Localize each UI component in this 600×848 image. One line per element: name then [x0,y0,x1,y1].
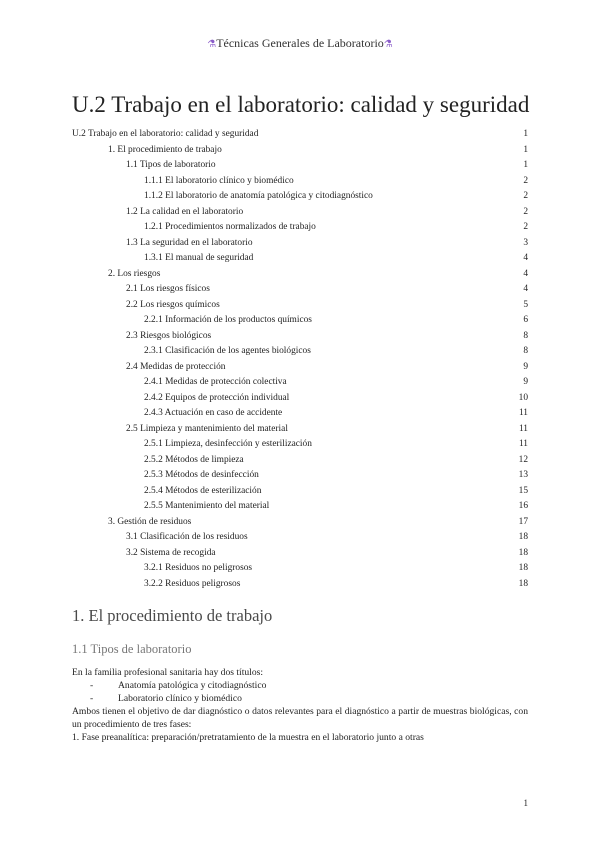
toc-entry-label: 2.3.1 Clasificación de los agentes biológicos [144,346,311,356]
toc-entry-label: 2.2.1 Información de los productos químicos [144,315,312,325]
toc-entry[interactable] [72,267,528,283]
toc-entry-label: 2.5.2 Métodos de limpieza [144,454,244,465]
toc-entry-page: 11 [518,423,528,434]
toc-entry[interactable] [72,360,528,376]
toc-entry-page: 2 [523,191,528,201]
toc-entry-label: 3.1 Clasificación de los residuos [126,532,248,542]
toc-entry-label: 2.5 Limpieza y mantenimiento del material [126,423,288,434]
toc-entry-label: 2.5.3 Métodos de desinfección [144,470,259,480]
toc-entry[interactable] [72,484,528,500]
toc-entry[interactable] [72,437,528,453]
toc-entry-page: 12 [518,454,528,465]
toc-entry-label: 2.5.4 Métodos de esterilización [144,485,262,496]
toc-entry-page: 1 [523,129,528,139]
toc-entry-page: 4 [523,268,528,279]
toc-entry[interactable] [72,205,528,221]
toc-entry[interactable] [72,515,528,531]
toc-entry-page: 6 [523,315,528,325]
toc-entry[interactable] [72,282,528,298]
toc-entry-page: 8 [523,330,528,341]
toc-entry[interactable] [72,468,528,484]
toc-entry-page: 1 [523,160,528,170]
toc-entry[interactable] [72,158,528,174]
toc-entry-page: 15 [518,485,528,496]
toc-entry[interactable] [72,406,528,422]
toc-entry[interactable] [72,189,528,205]
toc-entry[interactable] [72,546,528,562]
list-item: - Laboratorio clínico y biomédico [90,693,242,704]
toc-entry[interactable] [72,174,528,190]
toc-entry[interactable] [72,220,528,236]
toc-entry-label: 1.2 La calidad en el laboratorio [126,206,244,217]
toc-entry-page: 1 [523,144,528,155]
toc-entry[interactable] [72,577,528,593]
toc-entry-label: 3.2.2 Residuos peligrosos [144,578,241,589]
toc-entry[interactable] [72,391,528,407]
table-of-contents [72,127,528,592]
toc-entry-page: 18 [518,563,528,573]
toc-entry[interactable] [72,251,528,267]
toc-entry-page: 3 [523,237,528,248]
toc-entry-page: 4 [523,253,528,263]
toc-entry[interactable] [72,453,528,469]
toc-entry-label: 2.1 Los riesgos físicos [126,284,210,294]
header-title: Técnicas Generales de Laboratorio [216,36,384,50]
toc-entry-label: 1.1.2 El laboratorio de anatomía patológica y citodiagnóstico [144,191,373,201]
toc-entry[interactable] [72,236,528,252]
body-text [72,666,528,744]
toc-entry-page: 18 [518,532,528,542]
toc-entry-label: 1.3 La seguridad en el laboratorio [126,237,253,248]
toc-entry-page: 11 [518,439,528,449]
toc-entry[interactable] [72,143,528,159]
page-header [0,36,600,51]
section-heading: 1. El procedimiento de trabajo [72,606,273,625]
toc-entry-label: 2.5.5 Mantenimiento del material [144,501,270,511]
toc-entry-label: 3.2.1 Residuos no peligrosos [144,563,253,573]
toc-entry[interactable] [72,530,528,546]
toc-entry[interactable] [72,561,528,577]
toc-entry-label: 2.4 Medidas de protección [126,361,226,372]
toc-entry-label: 1.1 Tipos de laboratorio [126,160,216,170]
toc-entry[interactable] [72,422,528,438]
toc-entry[interactable] [72,329,528,345]
phase-paragraph: 1. Fase preanalítica: preparación/pretratamiento de la muestra en el laboratorio junto a otras [72,732,424,743]
toc-entry-page: 18 [518,578,528,589]
toc-entry-page: 2 [523,222,528,232]
toc-entry-page: 9 [523,361,528,372]
toc-entry-label: 2.4.2 Equipos de protección individual [144,392,290,403]
toc-entry-page: 10 [518,392,528,403]
intro-paragraph: En la familia profesional sanitaria hay dos títulos: [72,667,264,678]
toc-entry[interactable] [72,298,528,314]
toc-entry-label: 2.3 Riesgos biológicos [126,330,212,341]
toc-entry-label: 1.2.1 Procedimientos normalizados de trabajo [144,222,316,232]
toc-entry[interactable] [72,313,528,329]
document-title: U.2 Trabajo en el laboratorio: calidad y seguridad [72,92,530,117]
toc-entry-page: 16 [518,501,528,511]
toc-entry-page: 13 [518,470,528,480]
toc-entry-label: 2.4.1 Medidas de protección colectiva [144,377,287,387]
description-paragraph: Ambos tienen el objetivo de dar diagnóstico o datos relevantes para el diagnóstico a partir de muestras biológicas, con un procedimiento de tres fases: [72,706,528,730]
toc-entry-label: U.2 Trabajo en el laboratorio: calidad y seguridad [72,129,259,139]
subsection-heading: 1.1 Tipos de laboratorio [72,642,192,656]
toc-entry-label: 2.4.3 Actuación en caso de accidente [144,408,283,418]
toc-entry-page: 4 [523,284,528,294]
toc-entry-label: 2.2 Los riesgos químicos [126,299,220,310]
toc-entry-label: 1. El procedimiento de trabajo [108,144,222,155]
toc-entry-label: 1.1.1 El laboratorio clínico y biomédico [144,175,294,186]
page-number: 1 [523,798,528,808]
list-item: - Anatomía patológica y citodiagnóstico [90,680,267,691]
toc-entry-label: 3. Gestión de residuos [108,516,192,527]
toc-entry-page: 8 [523,346,528,356]
toc-entry-page: 11 [518,408,528,418]
toc-entry-label: 1.3.1 El manual de seguridad [144,253,254,263]
flask-icon: ⚗ [207,39,217,50]
toc-entry-label: 2. Los riesgos [108,268,161,279]
toc-entry[interactable] [72,499,528,515]
toc-entry-page: 9 [523,377,528,387]
toc-entry-label: 3.2 Sistema de recogida [126,547,216,558]
toc-entry-page: 2 [523,206,528,217]
toc-entry-label: 2.5.1 Limpieza, desinfección y esterilización [144,439,312,449]
flask-icon: ⚗ [383,39,393,50]
dash-icon: - [90,693,94,704]
dash-icon: - [90,680,94,691]
toc-entry[interactable] [72,375,528,391]
toc-entry[interactable] [72,127,528,143]
toc-entry[interactable] [72,344,528,360]
toc-entry-page: 18 [518,547,528,558]
toc-entry-page: 2 [523,175,528,186]
toc-entry-page: 5 [523,299,528,310]
toc-entry-page: 17 [518,516,528,527]
